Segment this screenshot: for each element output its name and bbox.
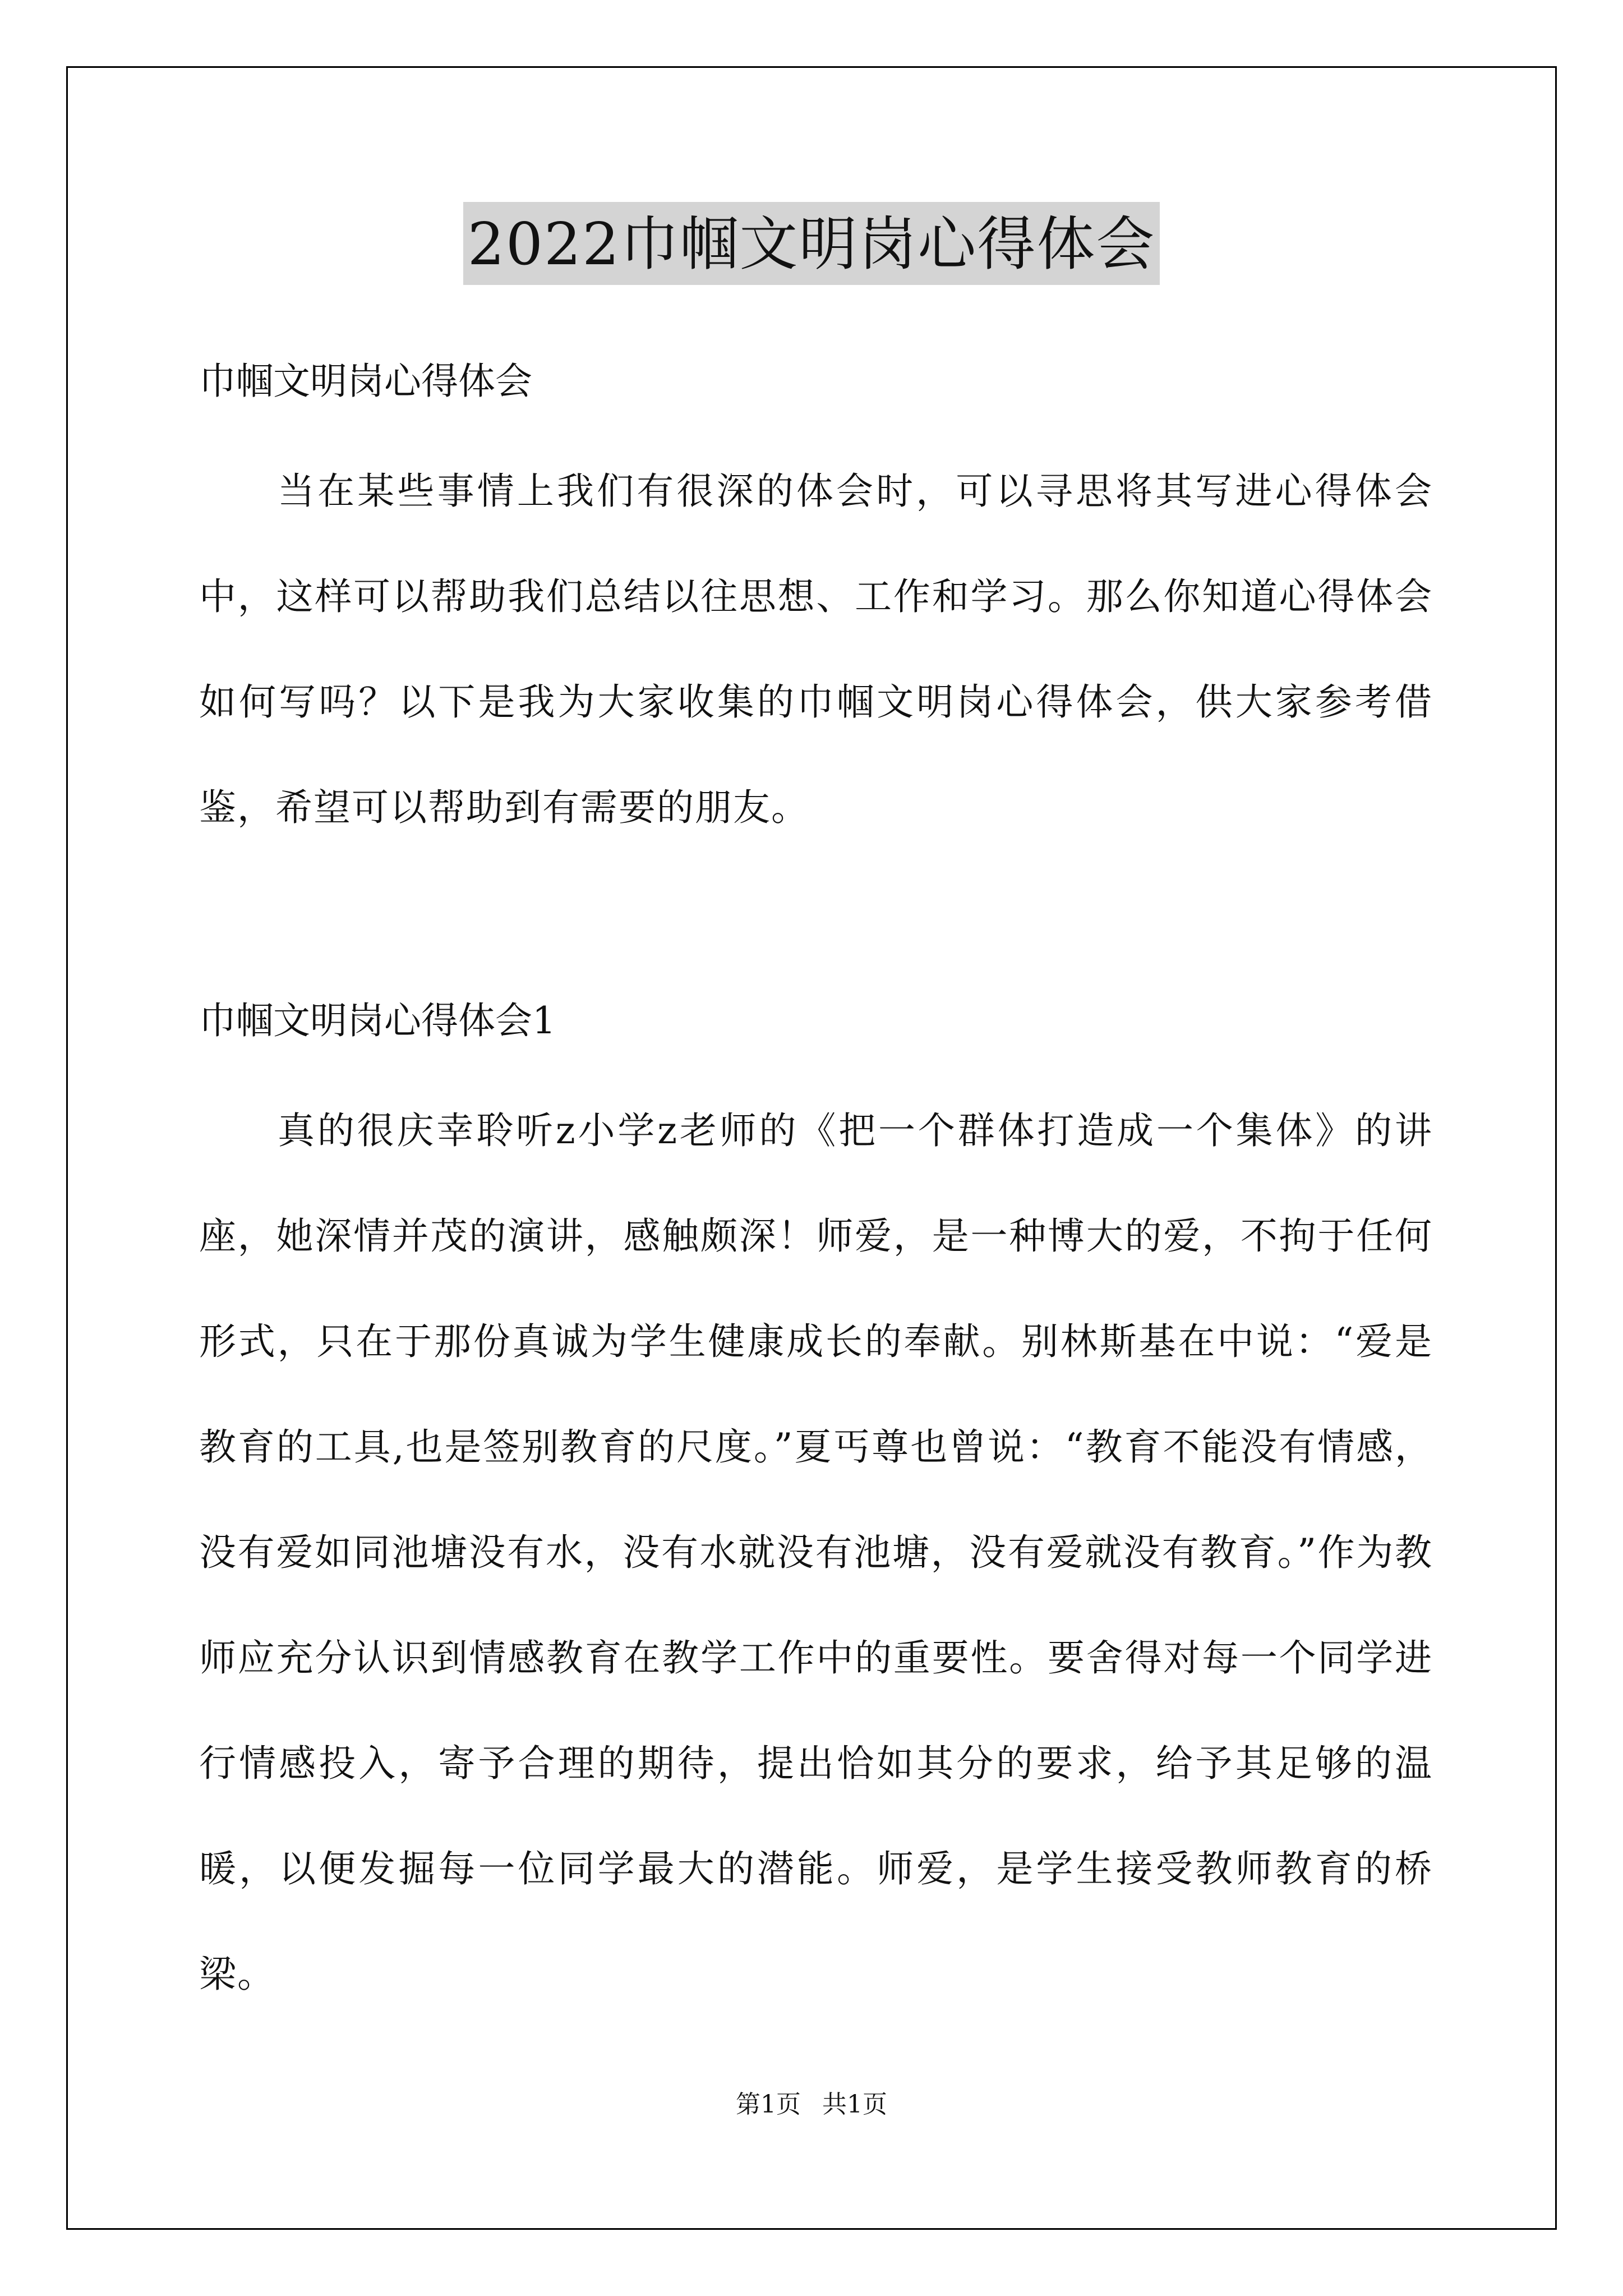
title-container (0, 202, 1623, 285)
section-heading-1: 巾帼文明岗心得体会1 (199, 999, 556, 1042)
document-title: 2022巾帼文明岗心得体会 (463, 202, 1160, 285)
paragraph-intro: 当在某些事情上我们有很深的体会时，可以寻思将其写进心得体会中，这样可以帮助我们总结以往思想、工作和学习。那么你知道心得体会如何写吗？以下是我为大家收集的巾帼文明岗心得体会，供大家参考借鉴，希望可以帮助到有需要的朋友。 (199, 470, 1433, 829)
page-footer (0, 2088, 1623, 2122)
page-total: 共1页 (822, 2090, 887, 2119)
page-number: 第1页 (736, 2090, 801, 2119)
paragraph-1: 真的很庆幸聆听z小学z老师的《把一个群体打造成一个集体》的讲座，她深情并茂的演讲，感触颇深！师爱，是一种博大的爱，不拘于任何形式，只在于那份真诚为学生健康成长的奉献。别林斯基在中说：“爱是教育的工具,也是签别教育的尺度。”夏丐尊也曾说：“教育不能没有情感，没有爱如同池塘没有水，没有水就没有池塘，没有爱就没有教育。”作为教师应充分认识到情感教育在教学工作中的重要性。要舍得对每一个同学进行情感投入，寄予合理的期待，提出恰如其分的要求，给予其足够的温暖，以便发掘每一位同学最大的潜能。师爱，是学生接受教师教育的桥梁。 (199, 1109, 1433, 1996)
section-heading-intro: 巾帼文明岗心得体会 (199, 360, 532, 403)
